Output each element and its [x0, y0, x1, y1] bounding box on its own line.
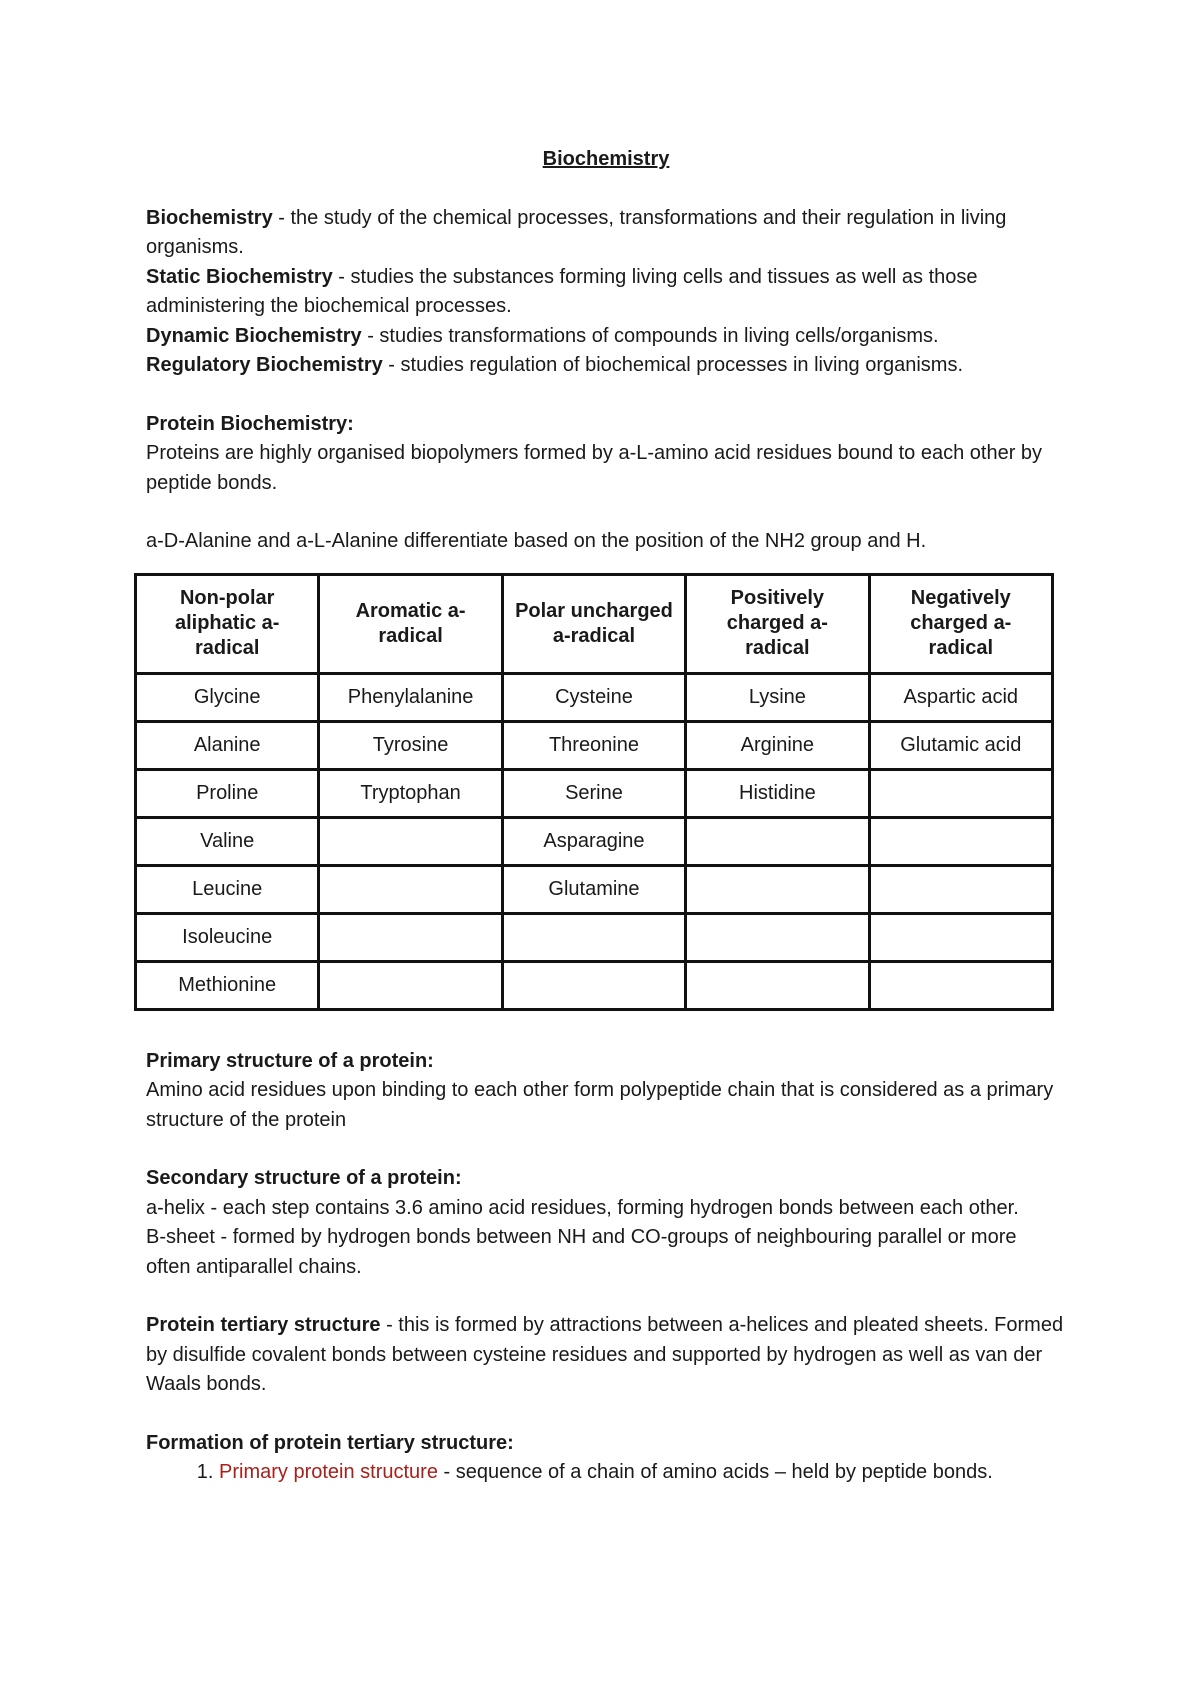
table-cell: [869, 817, 1052, 865]
table-cell: [319, 865, 502, 913]
table-cell: Glycine: [136, 673, 319, 721]
definition-term: Static Biochemistry: [146, 265, 333, 288]
table-cell: [686, 913, 869, 961]
tertiary-paragraph: [146, 1311, 1066, 1400]
table-cell: [319, 961, 502, 1009]
table-cell: Aspartic acid: [869, 673, 1052, 721]
definition-text: - studies the substances forming living cells and tissues as well as those administering the biochemical processes.: [146, 265, 978, 317]
table-cell: Asparagine: [502, 817, 685, 865]
table-row: [136, 913, 1053, 961]
definition-dynamic: [146, 322, 1066, 352]
table-cell: Tyrosine: [319, 721, 502, 769]
tertiary-text: - this is formed by attractions between a-helices and pleated sheets. Formed by disulfide covalent bonds between cysteine residues and supported by hydrogen as well as van der Waals bonds.: [146, 1314, 1064, 1395]
table-row: [136, 961, 1053, 1009]
primary-text: Amino acid residues upon binding to each other form polypeptide chain that is considered as a primary structure of the protein: [146, 1079, 1054, 1131]
definition-text: - studies transformations of compounds in living cells/organisms.: [361, 324, 939, 347]
table-cell: Proline: [136, 769, 319, 817]
table-cell: Valine: [136, 817, 319, 865]
primary-heading: Primary structure of a protein:: [146, 1049, 434, 1072]
table-cell: Tryptophan: [319, 769, 502, 817]
table-cell: [502, 961, 685, 1009]
column-header: Aromatic a-radical: [319, 574, 502, 673]
protein-text: Proteins are highly organised biopolymers formed by a-L-amino acid residues bound to each other by peptide bonds.: [146, 442, 1043, 494]
page-title: Biochemistry: [542, 148, 670, 170]
table-header-row: [136, 574, 1053, 673]
column-header: Polar uncharged a-radical: [502, 574, 685, 673]
definition-term: Biochemistry: [146, 206, 273, 229]
table-cell: [869, 961, 1052, 1009]
table-cell: [686, 961, 869, 1009]
definition-text: - the study of the chemical processes, transformations and their regulation in living organisms.: [146, 206, 1007, 258]
table-cell: [869, 913, 1052, 961]
secondary-heading: Secondary structure of a protein:: [146, 1167, 462, 1189]
table-cell: [319, 913, 502, 961]
table-cell: Serine: [502, 769, 685, 817]
table-cell: Threonine: [502, 721, 685, 769]
formation-list: [146, 1458, 1066, 1488]
definition-biochemistry: [146, 204, 1066, 263]
definition-text: - studies regulation of biochemical processes in living organisms.: [382, 354, 964, 376]
definition-static: [146, 263, 1066, 322]
table-cell: Phenylalanine: [319, 673, 502, 721]
definition-term: Regulatory Biochemistry: [146, 354, 383, 376]
alanine-text: a-D-Alanine and a-L-Alanine differentiate based on the position of the NH2 group and H.: [146, 530, 927, 552]
table-cell: [686, 817, 869, 865]
table-cell: Isoleucine: [136, 913, 319, 961]
definition-term: Dynamic Biochemistry: [146, 324, 362, 347]
list-item: [219, 1458, 1066, 1488]
table-cell: [869, 769, 1052, 817]
table-row: [136, 817, 1053, 865]
column-header: Non-polar aliphatic a-radical: [136, 574, 319, 673]
list-item-text: - sequence of a chain of amino acids – held by peptide bonds.: [437, 1461, 993, 1483]
column-header: Positively charged a-radical: [686, 574, 869, 673]
secondary-helix-text: a-helix - each step contains 3.6 amino acid residues, forming hydrogen bonds between each other.: [146, 1196, 1019, 1219]
amino-acid-table: [134, 573, 1054, 1011]
table-cell: Methionine: [136, 961, 319, 1009]
definition-regulatory: [146, 351, 1066, 381]
table-cell: [869, 865, 1052, 913]
table-cell: Cysteine: [502, 673, 685, 721]
list-item-highlight: Primary protein structure: [219, 1461, 438, 1483]
table-cell: Glutamine: [502, 865, 685, 913]
formation-heading: Formation of protein tertiary structure:: [146, 1431, 514, 1454]
table-cell: Lysine: [686, 673, 869, 721]
table-row: [136, 721, 1053, 769]
table-cell: Alanine: [136, 721, 319, 769]
table-cell: Glutamic acid: [869, 721, 1052, 769]
table-row: [136, 673, 1053, 721]
table-row: [136, 769, 1053, 817]
table-cell: Arginine: [686, 721, 869, 769]
table-cell: Leucine: [136, 865, 319, 913]
table-cell: [502, 913, 685, 961]
table-cell: [319, 817, 502, 865]
secondary-sheet-text: B-sheet - formed by hydrogen bonds between NH and CO-groups of neighbouring parallel or more often antiparallel chains.: [146, 1226, 1017, 1278]
table-cell: Histidine: [686, 769, 869, 817]
table-row: [136, 865, 1053, 913]
table-cell: [686, 865, 869, 913]
column-header: Negatively charged a-radical: [869, 574, 1052, 673]
protein-heading: Protein Biochemistry:: [146, 412, 354, 435]
tertiary-term: Protein tertiary structure: [146, 1314, 381, 1336]
document-page: [146, 145, 1066, 1488]
